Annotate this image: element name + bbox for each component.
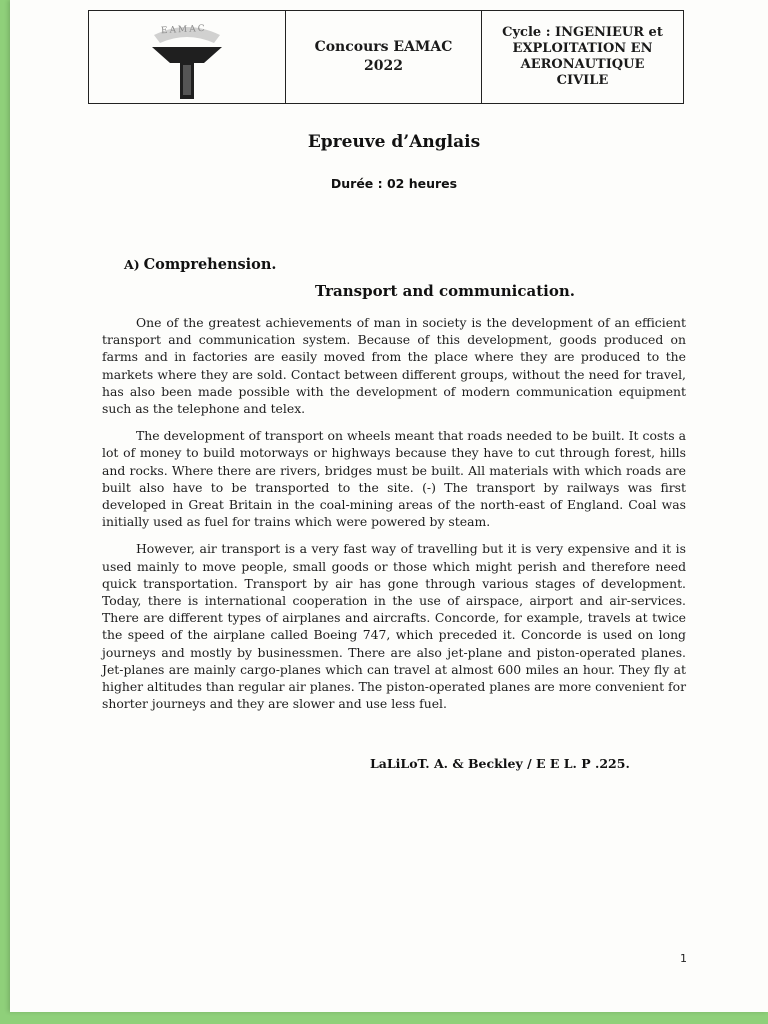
citation: LaLiLoT. A. & Beckley / E E L. P .225. [370,756,630,771]
cycle-line-4: CIVILE [556,73,609,88]
cycle-line-3: AERONAUTIQUE [520,57,645,72]
section-heading [124,256,276,273]
contest-name: Concours EAMAC [314,39,453,55]
contest-year: 2022 [364,58,403,74]
exam-title: Epreuve d’Anglais [307,132,481,152]
header-table [88,10,684,104]
passage-body [102,314,686,722]
contest-cell [286,11,482,103]
logo-lettering: EAMAC [160,23,207,37]
logo-cell [89,11,286,103]
passage-title: Transport and communication. [315,282,575,300]
exam-sheet [10,0,768,1012]
paragraph: One of the greatest achievements of man in society is the development of an efficient transport and communication system. Because of this development, goods produced on farms and in factories are easily moved from the place where they are produced to the markets where they are sold. Contact between different groups, without the need for travel, has also been made possible with the development of modern communication equipment such as the telephone and telex. [102,315,686,417]
paragraph: However, air transport is a very fast way of travelling but it is very expensive and it is used mainly to move people, small goods or those which might perish and therefore need quick transportation. Transport by air has gone through various stages of development. Today, there is international cooperation in the use of airspace, airport and air-services. There are different types of airplanes and aircrafts. Concorde, for example, travels at twice the speed of the airplane called Boeing 747, which preceded it. Concorde is used on long journeys and mostly by businessmen. There are also jet-plane and piston-operated planes. Jet-planes are mainly cargo-planes which can travel at almost 600 miles an hour. They fly at higher altitudes than regular air planes. The piston-operated planes are more convenient for shorter journeys and they are slower and use less fuel. [102,541,686,712]
cycle-cell [482,11,683,103]
cycle-line-2: EXPLOITATION EN [512,41,653,56]
section-label: Comprehension. [143,256,277,273]
paragraph: The development of transport on wheels meant that roads needed to be built. It costs a lot of money to build motorways or highways because they have to cut through forest, hills and rocks. Where there are rivers, bridges must be built. All materials with which roads are built also have to be transported to the site. (-) The transport by railways was first developed in Great Britain in the coal-mining areas of the north-east of England. Coal was initially used as fuel for trains which were powered by steam. [102,428,686,530]
page-number: 1 [680,952,687,965]
section-prefix: A) [124,257,140,272]
exam-duration: Durée : 02 heures [330,176,458,191]
cycle-line-1: Cycle : INGENIEUR et [502,25,663,40]
